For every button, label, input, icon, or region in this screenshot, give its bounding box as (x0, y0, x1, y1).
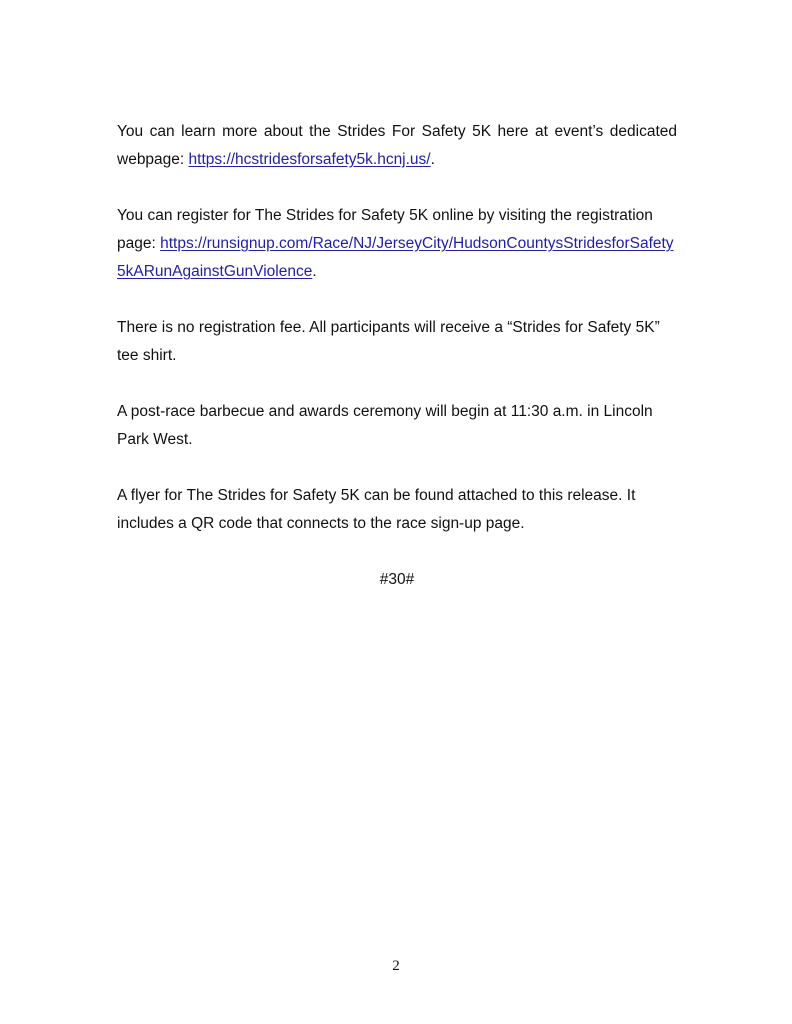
document-body (117, 118, 677, 594)
paragraph-barbecue: A post-race barbecue and awards ceremony will begin at 11:30 a.m. in Lincoln Park West. (117, 403, 653, 448)
paragraph-flyer: A flyer for The Strides for Safety 5K can be found attached to this release. It includes a QR code that connects to the race sign-up page. (117, 487, 636, 532)
paragraph-webpage-text: You can learn more about the Strides For Safety 5K here at event’s dedicated webpage: (117, 123, 677, 168)
end-of-release-mark: #30# (379, 571, 415, 588)
paragraph-register-text: You can register for The Strides for Safety 5K online by visiting the registration page: (117, 207, 653, 252)
registration-link[interactable]: https://runsignup.com/Race/NJ/JerseyCity/HudsonCountysStridesforSafety5kARunAgainstGunViolence (117, 235, 674, 280)
paragraph-register-end: . (312, 263, 317, 280)
paragraph-fee: There is no registration fee. All participants will receive a “Strides for Safety 5K” tee shirt. (117, 319, 660, 364)
page-number: 2 (392, 958, 400, 974)
event-webpage-link[interactable]: https://hcstridesforsafety5k.hcnj.us/ (188, 151, 431, 168)
paragraph-register (117, 202, 677, 286)
paragraph-webpage-end: . (430, 151, 435, 168)
paragraph-webpage (117, 118, 677, 174)
